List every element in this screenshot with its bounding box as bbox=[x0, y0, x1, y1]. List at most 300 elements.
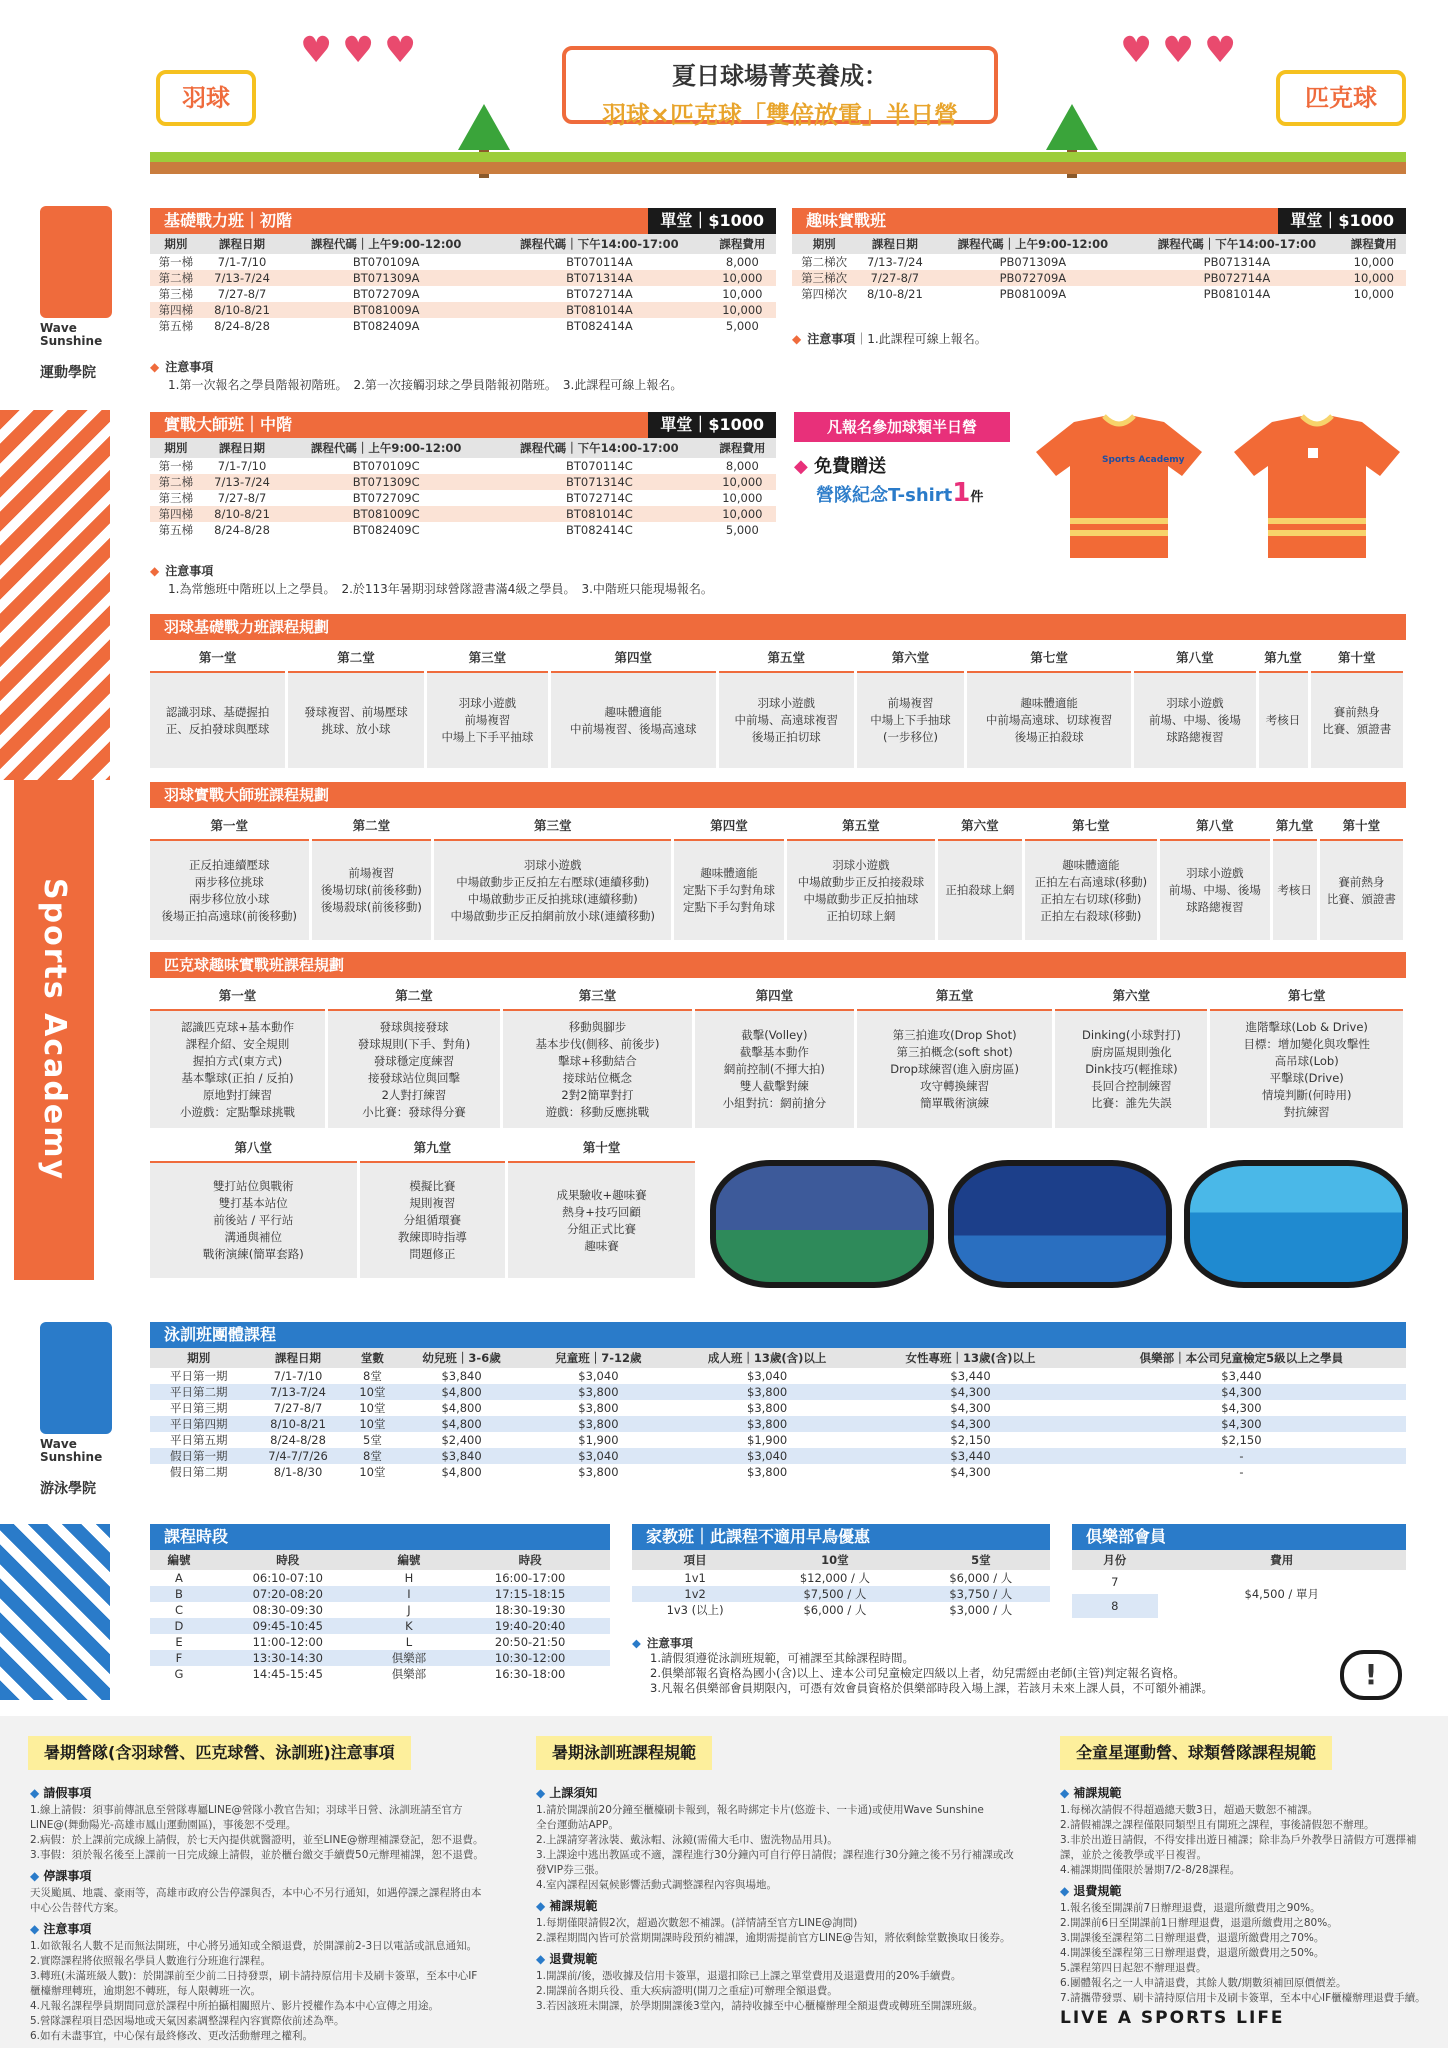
table-cell: $3,000 / 人 bbox=[949, 1603, 1013, 1617]
swim-section bbox=[150, 1322, 1406, 1480]
plan-lesson-header: 第一堂 bbox=[150, 642, 287, 672]
table-row bbox=[150, 1586, 610, 1602]
table-row bbox=[632, 1570, 1050, 1586]
table-cell: 10,000 bbox=[722, 491, 763, 505]
table-cell: 假日第二期 bbox=[170, 1465, 228, 1479]
table-cell: $3,040 bbox=[747, 1369, 788, 1383]
table-row bbox=[150, 1432, 1406, 1448]
table-cell: 7/27-8/7 bbox=[217, 491, 267, 505]
table-cell: $3,840 bbox=[396, 1448, 526, 1464]
basic-note bbox=[150, 358, 682, 394]
plan-table bbox=[150, 1132, 698, 1278]
section-title: 實戰大師班｜中階 bbox=[164, 415, 293, 434]
club-section bbox=[1072, 1524, 1406, 1618]
table-header: 俱樂部｜本公司兒童檢定5級以上之學員 bbox=[1077, 1348, 1406, 1368]
plan-lesson-content: 賽前熱身 比賽、頒證書 bbox=[1318, 840, 1404, 940]
table-cell: L bbox=[405, 1635, 413, 1649]
table-header: 時段 bbox=[450, 1550, 610, 1570]
table-cell: 10堂 bbox=[359, 1465, 386, 1479]
plan-lesson-header: 第八堂 bbox=[150, 1132, 358, 1162]
table-cell: 5,000 bbox=[725, 523, 759, 537]
alert-bubble-icon: ! bbox=[1340, 1650, 1402, 1700]
wave-decoration bbox=[0, 1524, 110, 1700]
table-row bbox=[150, 1634, 610, 1650]
table-cell: BT082409A bbox=[352, 319, 420, 333]
sports-brand: Wave Sunshine bbox=[40, 321, 103, 348]
table-header: 課程日期 bbox=[202, 234, 282, 254]
table-cell: $3,800 bbox=[578, 1401, 619, 1415]
title-line-2: 羽球×匹克球「雙倍放電」半日營 bbox=[601, 101, 959, 129]
plan-table bbox=[150, 980, 1406, 1128]
table-cell: $7,500 / 人 bbox=[758, 1586, 911, 1602]
table-cell: PB071309A bbox=[999, 255, 1067, 269]
note-title: 注意事項 bbox=[646, 1636, 693, 1650]
table-cell: 第三梯 bbox=[158, 491, 194, 505]
table-cell: $2,150 bbox=[950, 1433, 991, 1447]
table-cell: 5堂 bbox=[363, 1433, 382, 1447]
club-month: 8 bbox=[1072, 1594, 1158, 1618]
table-cell: BT072709A bbox=[352, 287, 420, 301]
table-cell: 平日第五期 bbox=[170, 1433, 228, 1447]
plan-lesson-content: 進階擊球(Lob & Drive) 目標：增加變化與攻擊性 高吊球(Lob) 平擊球(Drive) 情境判斷(何時用) 對抗練習 bbox=[1209, 1010, 1405, 1128]
table-cell: 8/10-8/21 bbox=[202, 506, 282, 522]
table-header: 期別 bbox=[150, 234, 202, 254]
club-month: 7 bbox=[1111, 1575, 1119, 1589]
table-cell: 8/24-8/28 bbox=[214, 319, 270, 333]
rule-text: 1.報名後至開課前7日辦理退費，退還所繳費用之90%。 2.開課前6日至開課前1日辦理退費，退還所繳費用之80%。 3.開課後至課程第二日辦理退費，退還所繳費用之70%。 4.開課後至課程第三日辦理退費，退還所繳費用之50%。 5.課程第四日起恕不辦理退費。 6.團體報名之一人申請退費，其餘人數/期數須補回原價價差。 7.請攜帶發票、刷卡請持原信用卡及刷卡簽單，至本中心IF櫃檯辦理退費手續。 bbox=[1060, 1902, 1426, 2004]
plan-lesson-content: 考核日 bbox=[1257, 672, 1309, 768]
table-cell: $4,800 bbox=[441, 1401, 482, 1415]
table-row bbox=[150, 458, 776, 474]
diamond-icon: ◆ bbox=[632, 1636, 641, 1650]
table-cell: K bbox=[368, 1618, 451, 1634]
table-cell: 8/1-8/30 bbox=[273, 1465, 323, 1479]
table-header: 課程日期 bbox=[202, 438, 282, 458]
plan-lesson-header: 第五堂 bbox=[785, 810, 937, 840]
table-cell: $4,300 bbox=[864, 1384, 1077, 1400]
page-title bbox=[562, 46, 998, 129]
table-cell: $2,400 bbox=[441, 1433, 482, 1447]
swim-logo bbox=[40, 1322, 112, 1498]
table-header: 堂數 bbox=[349, 1348, 397, 1368]
plan-lesson-content: Dinking(小球對打) 廚房區規則強化 Dink技巧(輕推球) 長回合控制練習 比賽：誰先失誤 bbox=[1054, 1010, 1209, 1128]
table-header: 成人班｜13歲(含)以上 bbox=[670, 1348, 864, 1368]
table-cell: 08:30-09:30 bbox=[252, 1603, 323, 1617]
table-cell: 20:50-21:50 bbox=[494, 1635, 566, 1649]
table-header: 課程代碼｜上午9:00-12:00 bbox=[933, 234, 1132, 254]
note-line: 2.俱樂部報名資格為國小(含)以上、達本公司兒童檢定四級以上者，幼兒需經由老師(主管)判定報名資格。 bbox=[650, 1666, 1185, 1680]
plan-lesson-content: 發球與接發球 發球規則(下手、對角) 發球穩定度練習 接發球站位與回擊 2人對打練習 小比賽：發球得分賽 bbox=[327, 1010, 502, 1128]
table-cell: 11:00-12:00 bbox=[252, 1635, 323, 1649]
club-table bbox=[1072, 1550, 1406, 1618]
table-cell: 10,000 bbox=[1353, 255, 1394, 269]
table-cell: 7/1-7/10 bbox=[273, 1369, 323, 1383]
pickleball-plan-2 bbox=[150, 1132, 698, 1278]
table-cell: 7/13-7/24 bbox=[248, 1384, 349, 1400]
table-header: 課程費用 bbox=[1342, 234, 1406, 254]
plan-lesson-content: 認識羽球、基礎握拍 正、反拍發球與壓球 bbox=[150, 672, 287, 768]
logo-mark bbox=[40, 1322, 112, 1434]
plan-lesson-content: 羽球小遊戲 前場複習 中場上下手平抽球 bbox=[425, 672, 549, 768]
section-header bbox=[150, 208, 776, 234]
table-cell: $3,440 bbox=[864, 1448, 1077, 1464]
table-cell: $3,040 bbox=[670, 1448, 864, 1464]
table-row bbox=[632, 1602, 1050, 1618]
fun-class-section bbox=[792, 208, 1406, 302]
timeslot-section bbox=[150, 1524, 610, 1682]
rule-subtitle: ◆ 注意事項 bbox=[30, 1922, 510, 1937]
plan-lesson-content: 賽前熱身 比賽、頒證書 bbox=[1309, 672, 1404, 768]
plan-lesson-content: 前場複習 中場上下手抽球 (一步移位) bbox=[856, 672, 966, 768]
table-cell: 第三梯次 bbox=[792, 270, 856, 286]
note-title: 注意事項 bbox=[165, 564, 214, 578]
table-cell: BT082414A bbox=[566, 319, 633, 333]
price-tag: 單堂｜$1000 bbox=[1278, 208, 1406, 234]
plan-lesson-header: 第一堂 bbox=[150, 810, 310, 840]
sports-category: 運動學院 bbox=[40, 365, 96, 381]
table-cell: 7/13-7/24 bbox=[202, 270, 282, 286]
rule-text: 1.每梯次請假不得超過總天數3日，超過天數恕不補課。 2.請假補課之課程僅限同類型且有開班之課程，事後請假恕不辦理。 3.非於出遊日請假，不得安排出遊日補課；除非為戶外教學日請假方可選擇補 課，並於之後教學或平日複習。 4.補課期間僅限於暑期7/2-8/28課程。 bbox=[1060, 1804, 1417, 1876]
table-header: 期別 bbox=[792, 234, 856, 254]
note-text: 1.為常態班中階班以上之學員。 2.於113年暑期羽球營隊證書滿4級之學員。 3.中階班只能現場報名。 bbox=[168, 582, 713, 596]
table-cell: 俱樂部 bbox=[368, 1650, 451, 1666]
table-row bbox=[150, 522, 776, 538]
tshirt-front-icon bbox=[1034, 412, 1204, 562]
table-row bbox=[150, 254, 776, 270]
plan-lesson-header: 第七堂 bbox=[1023, 810, 1159, 840]
plan-lesson-header: 第八堂 bbox=[1133, 642, 1257, 672]
table-cell: 13:30-14:30 bbox=[208, 1650, 368, 1666]
table-row bbox=[150, 1618, 610, 1634]
table-cell: $4,800 bbox=[396, 1416, 526, 1432]
table-cell: BT072714A bbox=[566, 287, 633, 301]
table-cell: 1v2 bbox=[632, 1586, 758, 1602]
table-cell: E bbox=[175, 1635, 183, 1649]
plan-lesson-header: 第六堂 bbox=[1054, 980, 1209, 1010]
table-cell: 8/10-8/21 bbox=[248, 1416, 349, 1432]
table-cell: $3,800 bbox=[670, 1416, 864, 1432]
plan-lesson-content: 第三拍進攻(Drop Shot) 第三拍概念(soft shot) Drop球練習(進入廚房區) 攻守轉換練習 簡單戰術演練 bbox=[855, 1010, 1054, 1128]
table-cell: 18:30-19:30 bbox=[494, 1603, 566, 1617]
table-cell: 第四梯次 bbox=[801, 287, 848, 301]
timeslot-table bbox=[150, 1550, 610, 1682]
table-header: 編號 bbox=[150, 1550, 208, 1570]
table-cell: 17:15-18:15 bbox=[450, 1586, 610, 1602]
table-cell: $4,300 bbox=[1077, 1416, 1406, 1432]
plan-lesson-header: 第五堂 bbox=[855, 980, 1054, 1010]
ground-strip bbox=[150, 152, 1406, 174]
table-cell: D bbox=[150, 1618, 208, 1634]
table-cell: 平日第一期 bbox=[170, 1369, 228, 1383]
gift-title: ◆ 免費贈送 bbox=[794, 456, 887, 477]
table-cell: BT081014C bbox=[490, 506, 709, 522]
diamond-icon: ◆ bbox=[794, 456, 815, 477]
logo-mark bbox=[40, 206, 112, 318]
table-cell: 第二梯次 bbox=[801, 255, 848, 269]
plan-lesson-content: 發球複習、前場壓球 挑球、放小球 bbox=[287, 672, 426, 768]
table-cell: $3,800 bbox=[527, 1416, 670, 1432]
table-header: 期別 bbox=[150, 438, 202, 458]
badge-badminton: 羽球 bbox=[156, 70, 256, 126]
table-cell: 7/1-7/10 bbox=[217, 255, 267, 269]
master-class-table bbox=[150, 438, 776, 538]
table-cell: BT081009C bbox=[282, 506, 490, 522]
swim-brand: Wave Sunshine bbox=[40, 1437, 103, 1464]
plan-lesson-content: 模擬比賽 規則複習 分組循環賽 教練即時指導 問題修正 bbox=[358, 1162, 507, 1278]
rules-col1 bbox=[30, 1780, 510, 2044]
rule-text: 1.請於開課前20分鐘至櫃檯刷卡報到，報名時綁定卡片(悠遊卡、一卡通)或使用Wave Sunshine 全台運動站APP。 2.上課請穿著泳裝、戴泳帽、泳鏡(需備大毛巾、盥洗物品用具)。 3.上課途中逃出教區或不適，課程進行30分鐘內可自行停日請假；課程進行30分鐘之後不另行補課或改 發VIP券三張。 4.室內課程因氣候影響活動式調整課程內容與場地。 bbox=[536, 1804, 1014, 1891]
master-note bbox=[150, 562, 713, 598]
badminton-master-plan-title: 羽球實戰大師班課程規劃 bbox=[150, 782, 1406, 808]
heart-icon: ♥ bbox=[1204, 30, 1237, 71]
table-cell: $3,800 bbox=[747, 1465, 788, 1479]
price-tag: 單堂｜$1000 bbox=[648, 208, 776, 234]
tutor-title: 家教班｜此課程不適用早鳥優惠 bbox=[632, 1524, 1050, 1550]
table-row bbox=[150, 1602, 610, 1618]
table-cell: 10,000 bbox=[709, 474, 776, 490]
plan-lesson-content: 羽球小遊戲 前場、中場、後場 球路總複習 bbox=[1133, 672, 1257, 768]
table-cell: 8/24-8/28 bbox=[214, 523, 270, 537]
table-header: 課程代碼｜下午14:00-17:00 bbox=[490, 438, 709, 458]
plan-lesson-header: 第三堂 bbox=[425, 642, 549, 672]
table-header: 時段 bbox=[208, 1550, 368, 1570]
plan-lesson-content: 趣味體適能 中前場複習、後場高遠球 bbox=[550, 672, 717, 768]
plan-lesson-header: 第四堂 bbox=[673, 810, 785, 840]
table-header: 課程代碼｜上午9:00-12:00 bbox=[282, 234, 490, 254]
table-cell: 7/27-8/7 bbox=[856, 270, 933, 286]
table-cell: $4,800 bbox=[396, 1384, 526, 1400]
rules-col1-title: 暑期營隊(含羽球營、匹克球營、泳訓班)注意事項 bbox=[28, 1736, 411, 1770]
table-cell: BT081009A bbox=[282, 302, 490, 318]
table-cell: H bbox=[404, 1571, 414, 1585]
plan-lesson-content: 認識匹克球+基本動作 課程介紹、安全規則 握拍方式(東方式) 基本擊球(正拍 / 反拍) 原地對打練習 小遊戲：定點擊球挑戰 bbox=[150, 1010, 327, 1128]
table-cell: F bbox=[150, 1650, 208, 1666]
heart-icon: ♥ bbox=[1120, 30, 1153, 71]
table-cell: BT072714C bbox=[565, 491, 633, 505]
table-cell: PB081014A bbox=[1203, 287, 1271, 301]
table-cell: C bbox=[174, 1603, 183, 1617]
table-cell: 09:45-10:45 bbox=[208, 1618, 368, 1634]
plan-lesson-content: 移動與腳步 基本步伐(側移、前後步) 擊球+移動結合 接球站位概念 2對2簡單對打 遊戲：移動反應挑戰 bbox=[502, 1010, 694, 1128]
table-cell: 1v1 bbox=[684, 1571, 706, 1585]
note-line: 1.請假須遵從泳訓班規範，可補課至其餘課程時間。 bbox=[650, 1651, 914, 1665]
rule-subtitle: ◆ 請假事項 bbox=[30, 1786, 510, 1801]
table-row bbox=[150, 1666, 610, 1682]
table-row bbox=[632, 1586, 1050, 1602]
badge-pickleball: 匹克球 bbox=[1276, 70, 1406, 126]
rules-col3-title: 全童星運動營、球類營隊課程規範 bbox=[1060, 1736, 1332, 1770]
diamond-icon: ◆ bbox=[792, 332, 802, 346]
table-cell: PB072714A bbox=[1132, 270, 1341, 286]
table-row bbox=[150, 286, 776, 302]
table-cell: $3,800 bbox=[747, 1401, 788, 1415]
table-row bbox=[150, 318, 776, 334]
table-cell: BT071309A bbox=[282, 270, 490, 286]
table-cell: 8,000 bbox=[725, 255, 759, 269]
badminton-basic-plan bbox=[150, 642, 1406, 768]
table-cell: BT082414C bbox=[565, 523, 633, 537]
table-row bbox=[150, 1650, 610, 1666]
swim-table bbox=[150, 1348, 1406, 1480]
table-header: 幼兒班｜3-6歲 bbox=[396, 1348, 526, 1368]
table-cell: $4,300 bbox=[1077, 1384, 1406, 1400]
plan-lesson-content: 截擊(Volley) 截擊基本動作 網前控制(不揮大拍) 雙人截擊對練 小組對抗：網前搶分 bbox=[693, 1010, 855, 1128]
table-cell: 8堂 bbox=[363, 1369, 382, 1383]
pickleball-plan-title: 匹克球趣味實戰班課程規劃 bbox=[150, 952, 1406, 978]
table-cell: BT071314A bbox=[490, 270, 709, 286]
note-line: 3.凡報名俱樂部會員期限內，可憑有效會員資格於俱樂部時段入場上課，若該月未來上課人員，不可額外補課。 bbox=[650, 1681, 1213, 1695]
rule-text: 1.開課前/後，憑收據及信用卡簽單，退還扣除已上課之單堂費用及退還費用的20%手續費。 2.開課前各期兵役、重大疾病證明(開刀之重症)可辦理全額退費。 3.若因該班未開課，於學期開課後3堂內，請持收據至中心櫃檯辦理全額退費或轉班至開課班級。 bbox=[536, 1970, 984, 2012]
table-cell: PB071314A bbox=[1203, 255, 1271, 269]
badminton-master-plan bbox=[150, 810, 1406, 940]
plan-lesson-header: 第八堂 bbox=[1159, 810, 1271, 840]
rule-subtitle: ◆ 停課事項 bbox=[30, 1869, 510, 1884]
table-cell: $2,150 bbox=[1221, 1433, 1262, 1447]
table-cell: $4,300 bbox=[864, 1416, 1077, 1432]
rule-text: 1.每期僅限請假2次，超過次數恕不補課。(詳情請至官方LINE@詢問) 2.課程期間內皆可於當期開課時段預約補課，逾期需提前官方LINE@告知，將依剩餘堂數換取日後券。 bbox=[536, 1917, 1011, 1944]
fun-note: ◆ 注意事項｜1.此課程可線上報名。 bbox=[792, 332, 987, 346]
rule-text: 天災颱風、地震、豪雨等，高雄市政府公告停課與否，本中心不另行通知，如遇停課之課程將由本 中心公告替代方案。 bbox=[30, 1887, 482, 1914]
plan-lesson-content: 羽球小遊戲 前場、中場、後場 球路總複習 bbox=[1159, 840, 1271, 940]
tutor-section bbox=[632, 1524, 1050, 1618]
table-cell: 俱樂部 bbox=[391, 1667, 427, 1681]
table-cell: $3,800 bbox=[670, 1384, 864, 1400]
table-cell: $4,300 bbox=[1221, 1401, 1262, 1415]
heart-icon: ♥ bbox=[384, 30, 417, 71]
table-cell: BT070114A bbox=[566, 255, 633, 269]
photo-swimming bbox=[1184, 1160, 1408, 1288]
rule-subtitle: ◆ 補課規範 bbox=[536, 1899, 1036, 1914]
table-cell: 8/10-8/21 bbox=[866, 287, 923, 301]
table-header: 5堂 bbox=[912, 1550, 1050, 1570]
club-title: 俱樂部會員 bbox=[1072, 1524, 1406, 1550]
table-cell: 第五梯 bbox=[158, 523, 194, 537]
table-cell: 第五梯 bbox=[158, 319, 194, 333]
table-header: 課程日期 bbox=[856, 234, 933, 254]
table-cell: J bbox=[407, 1603, 411, 1617]
heart-icon: ♥ bbox=[342, 30, 375, 71]
table-cell: 10,000 bbox=[1353, 287, 1394, 301]
diamond-icon: ◆ bbox=[150, 564, 160, 578]
sports-academy-vertical-title: Sports Academy bbox=[14, 780, 94, 1280]
table-cell: 10,000 bbox=[722, 287, 763, 301]
diamond-icon: ◆ bbox=[150, 360, 160, 374]
plan-lesson-header: 第十堂 bbox=[1318, 810, 1404, 840]
table-cell: $4,300 bbox=[950, 1401, 991, 1415]
plan-lesson-content: 趣味體適能 中前場高遠球、切球複習 後場正拍殺球 bbox=[965, 672, 1132, 768]
table-cell: 第四梯 bbox=[150, 302, 202, 318]
plan-lesson-content: 趣味體適能 正拍左右高遠球(移動) 正拍左右切球(移動) 正拍左右殺球(移動) bbox=[1023, 840, 1159, 940]
table-header: 課程日期 bbox=[248, 1348, 349, 1368]
table-cell: 平日第二期 bbox=[150, 1384, 248, 1400]
plan-lesson-header: 第一堂 bbox=[150, 980, 327, 1010]
plan-lesson-header: 第六堂 bbox=[856, 642, 966, 672]
pickleball-plan bbox=[150, 980, 1406, 1128]
table-cell: 第一梯 bbox=[158, 255, 194, 269]
plan-lesson-header: 第二堂 bbox=[327, 980, 502, 1010]
table-cell: $6,000 / 人 bbox=[949, 1571, 1013, 1585]
table-cell: BT081014A bbox=[490, 302, 709, 318]
table-cell: $3,040 bbox=[527, 1448, 670, 1464]
table-cell: 10堂 bbox=[349, 1416, 397, 1432]
table-cell: 7/4-7/7/26 bbox=[248, 1448, 349, 1464]
rules-col2 bbox=[536, 1780, 1036, 2014]
plan-lesson-header: 第十堂 bbox=[1309, 642, 1404, 672]
basic-class-section bbox=[150, 208, 776, 334]
table-cell: 10,000 bbox=[1342, 270, 1406, 286]
tshirt-back-icon bbox=[1232, 412, 1402, 562]
gift-item: 營隊紀念T-shirt1件 bbox=[816, 478, 984, 508]
table-cell: 7/1-7/10 bbox=[217, 459, 267, 473]
table-header: 課程代碼｜下午14:00-17:00 bbox=[1132, 234, 1341, 254]
table-cell: $4,300 bbox=[950, 1465, 991, 1479]
section-title: 基礎戰力班｜初階 bbox=[164, 211, 293, 230]
table-header: 費用 bbox=[1158, 1550, 1406, 1570]
table-header: 項目 bbox=[632, 1550, 758, 1570]
plan-lesson-header: 第五堂 bbox=[717, 642, 856, 672]
table-cell: $3,800 bbox=[527, 1384, 670, 1400]
table-cell: - bbox=[1239, 1465, 1244, 1479]
club-fee: $4,500 / 單月 bbox=[1244, 1587, 1319, 1601]
plan-lesson-header: 第二堂 bbox=[287, 642, 426, 672]
table-cell: 10:30-12:00 bbox=[450, 1650, 610, 1666]
table-header: 月份 bbox=[1072, 1550, 1158, 1570]
table-header: 女性專班｜13歲(含)以上 bbox=[864, 1348, 1077, 1368]
table-row bbox=[150, 1464, 1406, 1480]
rule-subtitle: ◆ 上課須知 bbox=[536, 1786, 1036, 1801]
table-cell: A bbox=[175, 1571, 183, 1585]
wave-decoration bbox=[0, 410, 110, 780]
table-cell: BT070109C bbox=[352, 459, 420, 473]
table-row bbox=[150, 302, 776, 318]
table-row bbox=[150, 506, 776, 522]
table-cell: BT070114C bbox=[565, 459, 633, 473]
rule-subtitle: ◆ 退費規範 bbox=[536, 1952, 1036, 1967]
basic-class-table bbox=[150, 234, 776, 334]
table-cell: $3,440 bbox=[950, 1369, 991, 1383]
table-cell: 第三梯 bbox=[158, 287, 194, 301]
section-header bbox=[150, 412, 776, 438]
table-row bbox=[150, 1384, 1406, 1400]
table-cell: I bbox=[368, 1586, 451, 1602]
rule-text: 1.如欲報名人數不足而無法開班，中心將另通知或全額退費，於開課前2-3日以電話或訊息通知。 2.實際課程將依照報名學員人數進行分班進行課程。 3.轉班(未滿班級人數)：於開課前至少前二日持發票，刷卡請持原信用卡及刷卡簽單，至本中心IF 櫃檯辦理轉班，逾期恕不轉班，每人限轉班一次。 4.凡報名課程學員期間同意於課程中所拍攝相關照片、影片授權作為本中心宣傳之用途。 5.營隊課程項目恐因場地或天氣因素調整課程內容實際依前述為準。 6.如有未盡事宜，中心保有最終修改、更改活動辦理之權利。 bbox=[30, 1940, 478, 2042]
plan-lesson-content: 前場複習 後場切球(前後移動) 後場殺球(前後移動) bbox=[310, 840, 433, 940]
plan-lesson-content: 正拍殺球上網 bbox=[937, 840, 1023, 940]
table-cell: 10堂 bbox=[359, 1401, 386, 1415]
shirt-text: Sports Academy bbox=[1102, 455, 1185, 465]
plan-lesson-header: 第三堂 bbox=[502, 980, 694, 1010]
plan-lesson-content: 趣味體適能 定點下手勾對角球 定點下手勾對角球 bbox=[673, 840, 785, 940]
table-cell: 16:30-18:00 bbox=[494, 1667, 566, 1681]
photo-badminton-kids bbox=[710, 1160, 934, 1288]
title-line-1: 夏日球場菁英養成： bbox=[672, 62, 888, 90]
table-header: 課程費用 bbox=[709, 438, 776, 458]
table-cell: 第一梯 bbox=[158, 459, 194, 473]
plan-lesson-content: 成果驗收+趣味賽 熱身+技巧回顧 分組正式比賽 趣味賽 bbox=[507, 1162, 697, 1278]
table-row bbox=[150, 490, 776, 506]
table-cell: BT070109A bbox=[352, 255, 420, 269]
plan-lesson-header: 第四堂 bbox=[693, 980, 855, 1010]
table-cell: PB072709A bbox=[933, 270, 1132, 286]
footer-slogan: LIVE A SPORTS LIFE bbox=[1060, 2008, 1285, 2028]
table-header: 課程代碼｜下午14:00-17:00 bbox=[490, 234, 709, 254]
table-header: 10堂 bbox=[758, 1550, 911, 1570]
table-cell: 10,000 bbox=[709, 270, 776, 286]
plan-lesson-header: 第十堂 bbox=[507, 1132, 697, 1162]
table-cell: BT082409C bbox=[352, 523, 420, 537]
plan-lesson-header: 第九堂 bbox=[1271, 810, 1318, 840]
table-cell: 10,000 bbox=[709, 506, 776, 522]
